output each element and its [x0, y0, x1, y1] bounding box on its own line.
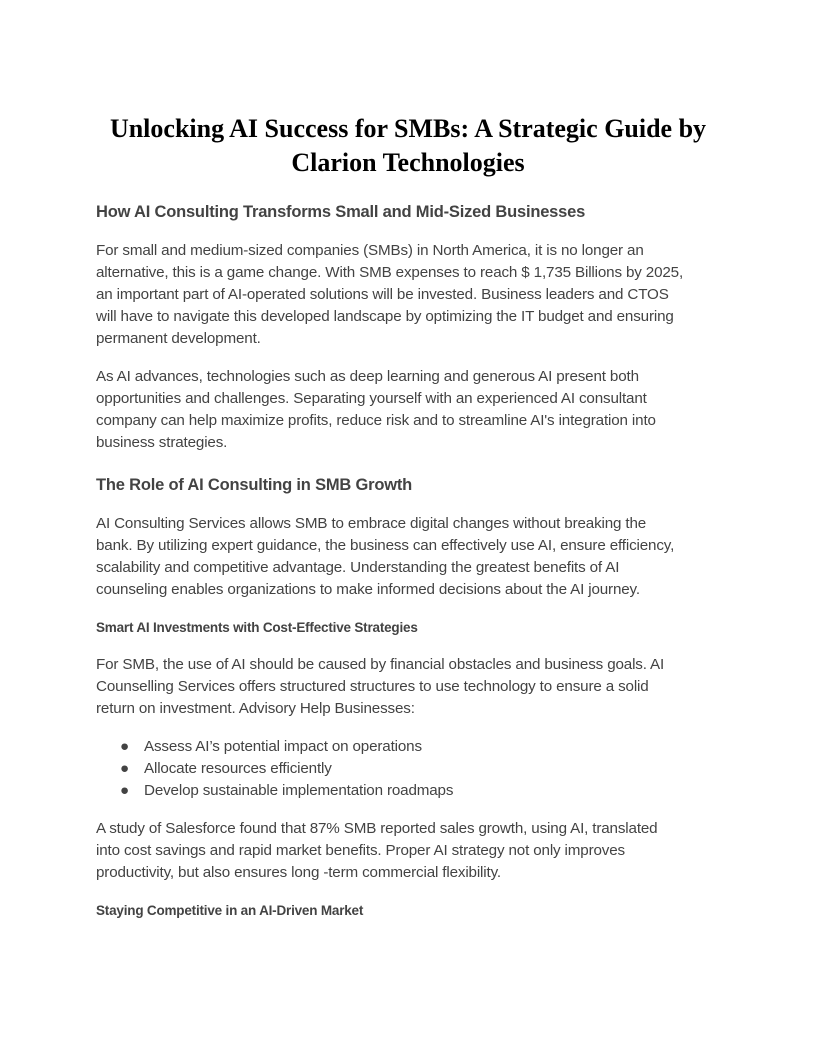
text-line: return on investment. Advisory Help Businesses: [96, 700, 415, 717]
text-line: For small and medium-sized companies (SMBs) in North America, it is no longer an [96, 242, 644, 259]
text-line: As AI advances, technologies such as deep learning and generous AI present both [96, 368, 639, 385]
paragraph-consulting-services [96, 513, 726, 601]
text-line: AI Consulting Services allows SMB to embrace digital changes without breaking the [96, 515, 647, 532]
text-line: Counselling Services offers structured structures to use technology to ensure a solid [96, 678, 649, 695]
heading-smart-ai-investments: Smart AI Investments with Cost-Effective Strategies [96, 620, 418, 635]
text-line: an important part of AI-operated solutions will be invested. Business leaders and CTOS [96, 286, 669, 303]
list-item [96, 780, 453, 802]
text-line: counseling enables organizations to make informed decisions about the AI journey. [96, 581, 640, 598]
text-line: alternative, this is a game change. With SMB expenses to reach $ 1,735 Billions by 2025, [96, 264, 684, 281]
text-line: bank. By utilizing expert guidance, the business can effectively use AI, ensure efficiency, [96, 537, 675, 554]
bullet-icon: ● [120, 738, 130, 755]
text-line: business strategies. [96, 434, 228, 451]
list-item [96, 758, 453, 780]
title-line: Unlocking AI Success for SMBs: A Strategic Guide by [109, 114, 707, 143]
bullet-icon: ● [120, 782, 130, 799]
text-line: For SMB, the use of AI should be caused by financial obstacles and business goals. AI [96, 656, 665, 673]
text-line: scalability and competitive advantage. Understanding the greatest benefits of AI [96, 559, 620, 576]
paragraph-ai-advances [96, 366, 726, 454]
bullet-icon: ● [120, 760, 130, 777]
heading-ai-consulting-transforms: How AI Consulting Transforms Small and Mid-Sized Businesses [96, 203, 586, 221]
list-item-text: Assess AI’s potential impact on operations [144, 738, 422, 755]
heading-staying-competitive: Staying Competitive in an AI-Driven Market [96, 903, 364, 918]
heading-role-of-ai-consulting: The Role of AI Consulting in SMB Growth [96, 476, 413, 494]
paragraph-intro [96, 240, 726, 350]
text-line: productivity, but also ensures long -term commercial flexibility. [96, 864, 501, 881]
text-line: A study of Salesforce found that 87% SMB reported sales growth, using AI, translated [96, 820, 658, 837]
text-line: will have to navigate this developed landscape by optimizing the IT budget and ensuring [96, 308, 674, 325]
paragraph-smb-ai-use [96, 654, 726, 720]
text-line: into cost savings and rapid market benefits. Proper AI strategy not only improves [96, 842, 625, 859]
paragraph-salesforce-study [96, 818, 726, 884]
list-item-text: Develop sustainable implementation roadmaps [144, 782, 454, 799]
text-line: permanent development. [96, 330, 261, 347]
text-line: company can help maximize profits, reduce risk and to streamline AI's integration into [96, 412, 656, 429]
list-item [96, 736, 453, 758]
text-line: opportunities and challenges. Separating yourself with an experienced AI consultant [96, 390, 647, 407]
list-item-text: Allocate resources efficiently [144, 760, 332, 777]
advisory-bullet-list [96, 736, 453, 802]
document-title [60, 112, 756, 180]
title-line: Clarion Technologies [291, 148, 525, 177]
